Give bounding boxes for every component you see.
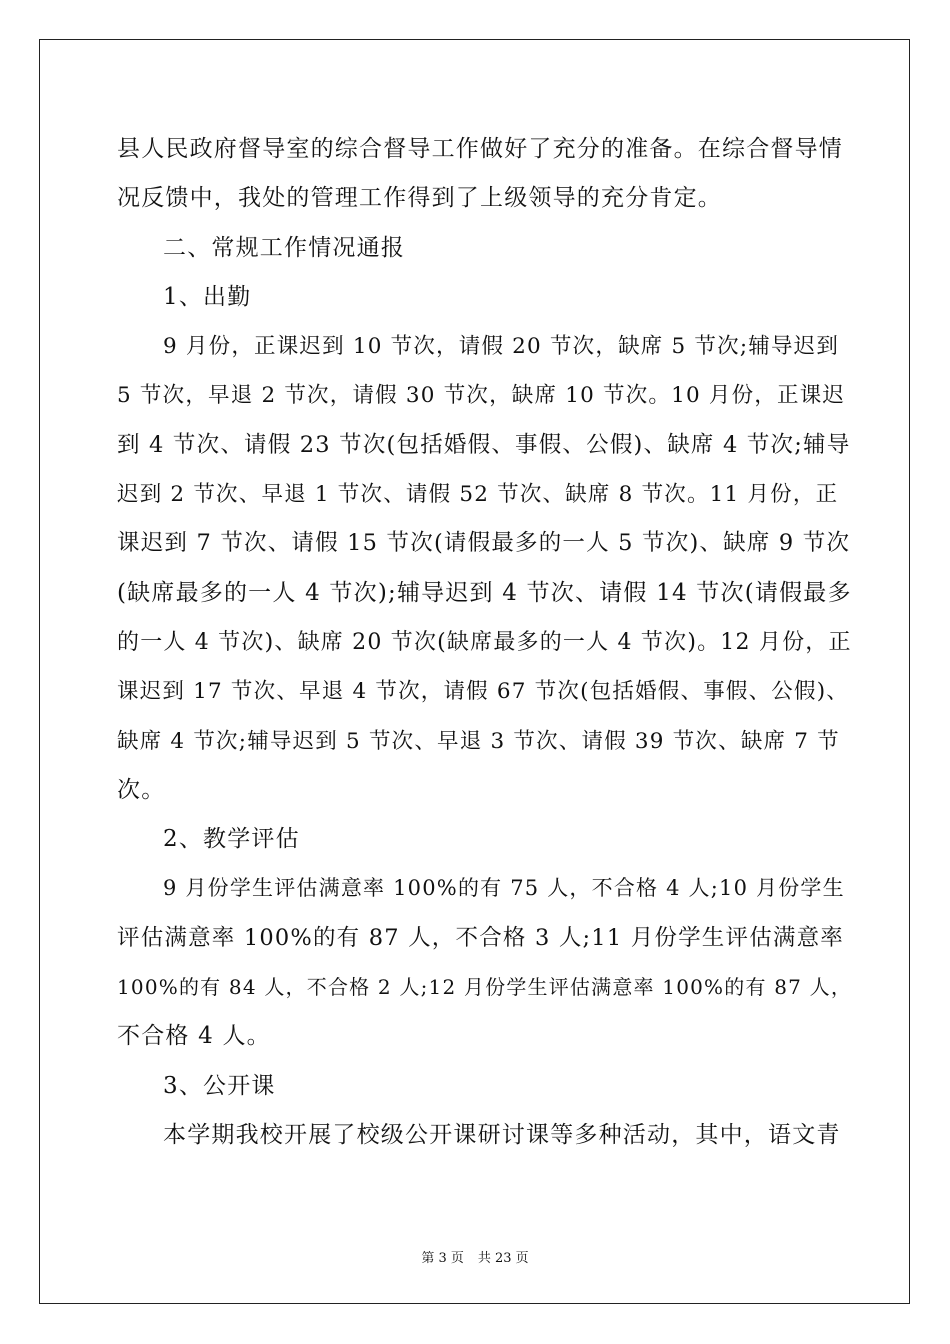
text-line: 5 节次，早退 2 节次，请假 30 节次，缺席 10 节次。10 月份，正课迟: [117, 383, 846, 409]
text-line: 课迟到 17 节次、早退 4 节次，请假 67 节次(包括婚假、事假、公假)、: [117, 679, 849, 705]
page-number: 第 3 页: [421, 1251, 464, 1266]
section-heading: 二、常规工作情况通报: [163, 234, 405, 261]
text-line: 况反馈中，我处的管理工作得到了上级领导的充分肯定。: [117, 185, 722, 212]
text-line: 县人民政府督导室的综合督导工作做好了充分的准备。在综合督导情: [117, 136, 843, 162]
text-line: 不合格 4 人。: [117, 1023, 271, 1050]
text-line: 迟到 2 节次、早退 1 节次、请假 52 节次、缺席 8 节次。11 月份，正: [117, 482, 839, 508]
text-line: 到 4 节次、请假 23 节次(包括婚假、事假、公假)、缺席 4 节次;辅导: [117, 431, 851, 458]
page-footer: [0, 1247, 950, 1266]
text-line: 评估满意率 100%的有 87 人，不合格 3 人;11 月份学生评估满意率: [117, 924, 844, 951]
text-line: (缺席最多的一人 4 节次);辅导迟到 4 节次、请假 14 节次(请假最多: [117, 579, 852, 606]
text-line: 9 月份，正课迟到 10 节次，请假 20 节次，缺席 5 节次;辅导迟到: [163, 334, 840, 360]
subsection-heading: 1、出勤: [163, 283, 252, 310]
text-line: 9 月份学生评估满意率 100%的有 75 人，不合格 4 人;10 月份学生: [163, 876, 845, 901]
text-line: 课迟到 7 节次、请假 15 节次(请假最多的一人 5 节次)、缺席 9 节次: [117, 530, 851, 557]
text-line: 本学期我校开展了校级公开课研讨课等多种活动，其中，语文青: [163, 1121, 841, 1148]
subsection-heading: 3、公开课: [163, 1072, 276, 1099]
text-line: 100%的有 84 人，不合格 2 人;12 月份学生评估满意率 100%的有 87 人，: [117, 975, 853, 1000]
subsection-heading: 2、教学评估: [163, 826, 300, 853]
document-body: [117, 125, 853, 1160]
text-line: 次。: [117, 776, 166, 803]
page-total: 共 23 页: [477, 1251, 529, 1266]
text-line: 的一人 4 节次)、缺席 20 节次(缺席最多的一人 4 节次)。12 月份，正: [117, 629, 852, 655]
text-line: 缺席 4 节次;辅导迟到 5 节次、早退 3 节次、请假 39 节次、缺席 7 节: [117, 728, 840, 754]
